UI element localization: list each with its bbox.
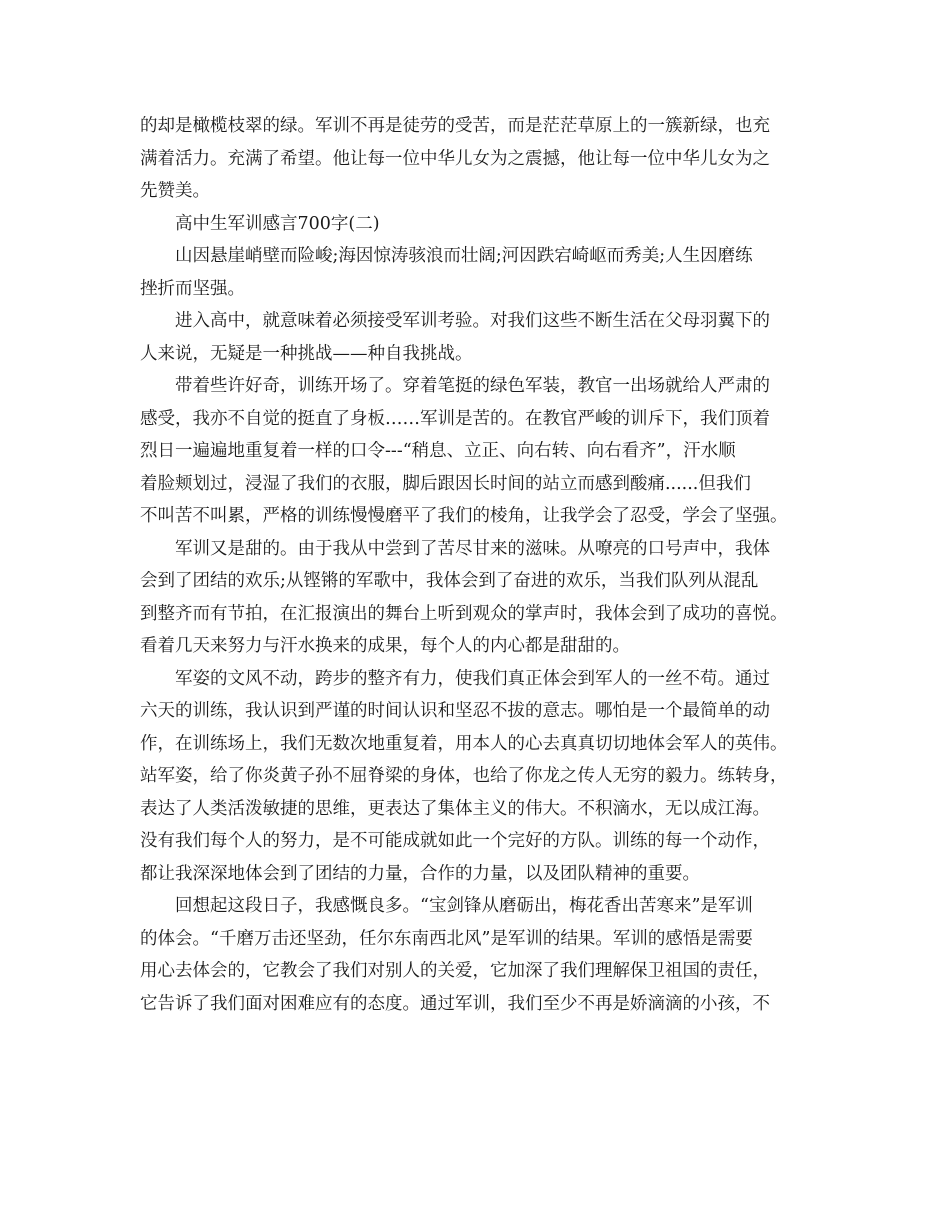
text-line: 没有我们每个人的努力，是不可能成就如此一个完好的方队。训练的每一个动作， — [140, 831, 770, 851]
text-line: 用心去体会的，它教会了我们对别人的关爱，它加深了我们理解保卫祖国的责任， — [140, 961, 770, 981]
text-line: 六天的训练，我认识到严谨的时间认识和坚忍不拔的意志。哪怕是一个最简单的动 — [140, 701, 770, 721]
text-line: 的却是橄榄枝翠的绿。军训不再是徒劳的受苦，而是茫茫草原上的一簇新绿，也充 — [140, 116, 770, 136]
text-line: 军训又是甜的。由于我从中尝到了苦尽甘来的滋味。从嘹亮的口号声中，我体 — [175, 538, 770, 559]
text-line: 回想起这段日子，我感慨良多。“宝剑锋从磨砺出，梅花香出苦寒来”是军训 — [175, 896, 753, 916]
text-line: 都让我深深地体会到了团结的力量，合作的力量，以及团队精神的重要。 — [140, 863, 700, 884]
text-line: 烈日一遍遍地重复着一样的口令---“稍息、立正、向右转、向右看齐”，汗水顺 — [140, 441, 736, 461]
text-line: 看着几天来努力与汗水换来的成果，每个人的内心都是甜甜的。 — [140, 636, 630, 656]
text-line: 的体会。“千磨万击还坚劲，任尔东南西北风”是军训的结果。军训的感悟是需要 — [140, 928, 753, 949]
text-line: 表达了人类活泼敏捷的思维，更表达了集体主义的伟大。不积滴水，无以成江海。 — [140, 798, 770, 819]
text-line: 军姿的文风不动，跨步的整齐有力，使我们真正体会到军人的一丝不苟。通过 — [175, 668, 770, 689]
text-line: 带着些许好奇，训练开场了。穿着笔挺的绿色军装，教官一出场就给人严肃的 — [175, 376, 770, 396]
document-body — [140, 110, 820, 1020]
text-line: 挫折而坚强。 — [140, 278, 245, 299]
text-line: 到整齐而有节拍，在汇报演出的舞台上听到观众的掌声时，我体会到了成功的喜悦。 — [140, 603, 788, 624]
text-line: 不叫苦不叫累，严格的训练慢慢磨平了我们的棱角，让我学会了忍受，学会了坚强。 — [140, 506, 788, 526]
text-line: 先赞美。 — [140, 181, 210, 201]
text-line: 满着活力。充满了希望。他让每一位中华儿女为之震撼，他让每一位中华儿女为之 — [140, 148, 770, 169]
text-line: 人来说，无疑是一种挑战——种自我挑战。 — [140, 343, 473, 364]
text-line: 作，在训练场上，我们无数次地重复着，用本人的心去真真切切地体会军人的英伟。 — [140, 733, 788, 754]
text-line: 着脸颊划过，浸湿了我们的衣服，脚后跟因长时间的站立而感到酸痛......但我们 — [140, 473, 751, 494]
text-line: 进入高中，就意味着必须接受军训考验。对我们这些不断生活在父母羽翼下的 — [175, 311, 770, 331]
text-line: 山因悬崖峭壁而险峻;海因惊涛骇浪而壮阔;河因跌宕崎岖而秀美;人生因磨练 — [175, 246, 753, 266]
text-line: 高中生军训感言700字(二) — [175, 213, 380, 234]
text-line: 会到了团结的欢乐;从铿锵的军歌中，我体会到了奋进的欢乐，当我们队列从混乱 — [140, 571, 759, 591]
text-line: 它告诉了我们面对困难应有的态度。通过军训，我们至少不再是娇滴滴的小孩，不 — [140, 993, 770, 1014]
text-line: 站军姿，给了你炎黄子孙不屈脊梁的身体，也给了你龙之传人无穷的毅力。练转身， — [140, 766, 788, 786]
text-line: 感受，我亦不自觉的挺直了身板……军训是苦的。在教官严峻的训斥下，我们顶着 — [140, 408, 770, 429]
